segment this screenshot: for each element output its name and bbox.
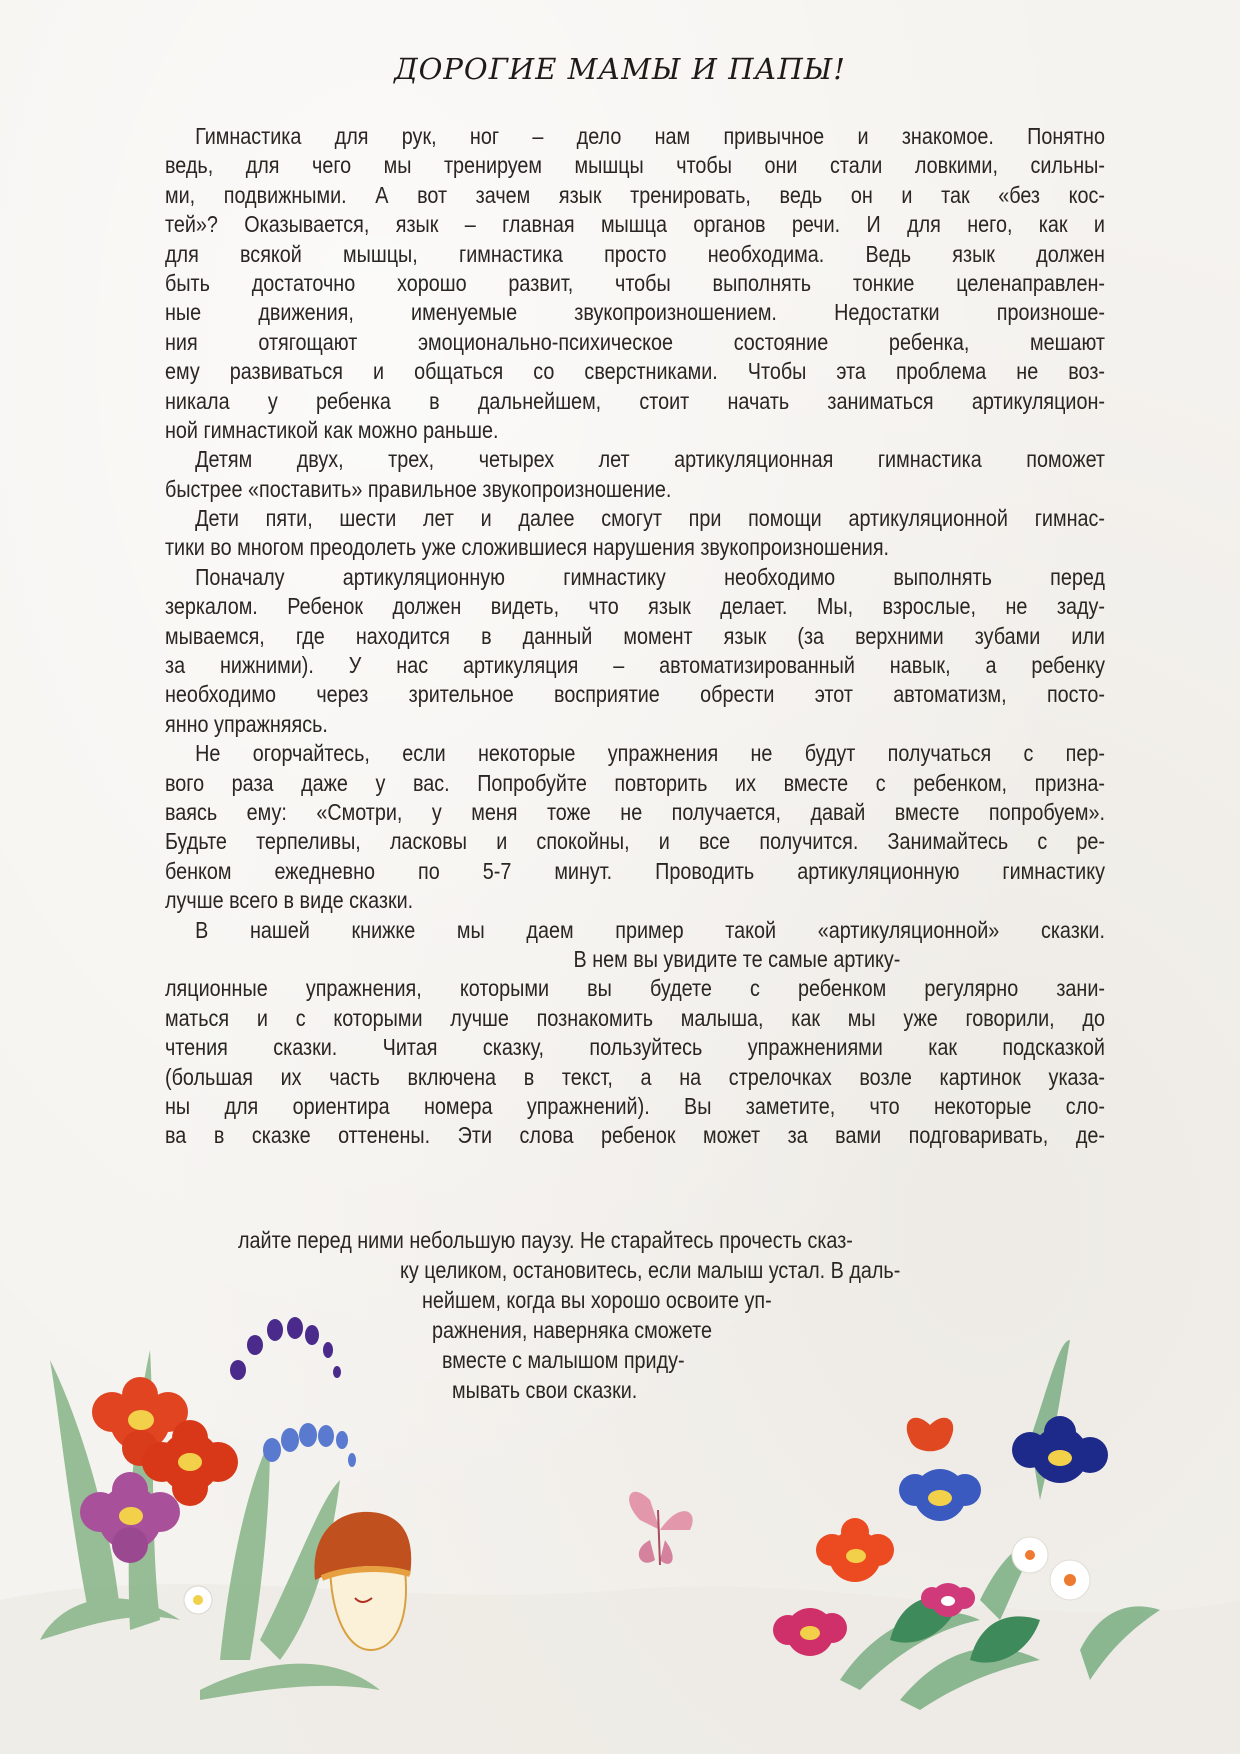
blue-flower-icon bbox=[899, 1469, 981, 1521]
dark-blue-flower-icon bbox=[1012, 1416, 1108, 1483]
text-line: бенком ежедневно по 5-7 минут. Проводить артикуляционную гимнастику bbox=[165, 857, 1105, 884]
text-line: Гимнастика для рук, ног – дело нам привычное и знакомое. Понятно bbox=[195, 123, 1105, 149]
text-line: ва в сказке оттенены. Эти слова ребенок может за вами подговаривать, де- bbox=[165, 1122, 1105, 1149]
meadow-illustration bbox=[0, 1290, 1240, 1754]
text-line: янно упражняясь. bbox=[165, 710, 328, 737]
body-text bbox=[165, 122, 1105, 1151]
bluebell-dark-icon bbox=[230, 1317, 341, 1380]
text-line: Поначалу артикуляционную гимнастику необходимо выполнять перед bbox=[195, 563, 1105, 590]
text-line: ляционные упражнения, которыми вы будете с ребенком регулярно зани- bbox=[165, 975, 1105, 1002]
text-line: тики во многом преодолеть уже сложившиеся нарушения звукопроизношения. bbox=[165, 534, 890, 561]
text-line: тей»? Оказывается, язык – главная мышца органов речи. И для него, как и bbox=[165, 211, 1105, 238]
text-line: за нижними). У нас артикуляция – автоматизированный навык, а ребенку bbox=[165, 652, 1105, 679]
text-line: вместе с малышом приду- bbox=[442, 1347, 685, 1373]
daisy-icon bbox=[1012, 1537, 1090, 1600]
text-line: Будьте терпеливы, ласковы и спокойны, и все получится. Занимайтесь с ре- bbox=[165, 828, 1105, 855]
text-line: быть достаточно хорошо развит, чтобы выполнять тонкие целенаправлен- bbox=[165, 269, 1105, 296]
butterfly-icon bbox=[629, 1492, 693, 1565]
text-line: лайте перед ними небольшую паузу. Не старайтесь прочесть сказ- bbox=[238, 1227, 853, 1253]
text-line: (большая их часть включена в текст, а на стрелочках возле картинок указа- bbox=[165, 1063, 1105, 1090]
bluebell-light-icon bbox=[263, 1423, 356, 1467]
text-line: зеркалом. Ребенок должен видеть, что язык делает. Мы, взрослые, не заду- bbox=[165, 593, 1105, 620]
text-line: лучше всего в виде сказки. bbox=[165, 887, 414, 914]
text-line: Детям двух, трех, четырех лет артикуляционная гимнастика поможет bbox=[195, 446, 1105, 473]
text-line: нейшем, когда вы хорошо освоите уп- bbox=[422, 1287, 772, 1313]
text-line: ражнения, наверняка сможете bbox=[432, 1317, 712, 1343]
text-line: маться и с которыми лучше познакомить малыша, как мы уже говорили, до bbox=[165, 1004, 1105, 1031]
text-line: ны для ориентира номера упражнений). Вы заметите, что некоторые сло- bbox=[165, 1092, 1105, 1119]
text-line: ему развиваться и общаться со сверстниками. Чтобы эта проблема не воз- bbox=[165, 358, 1105, 385]
page-title: ДОРОГИЕ МАМЫ И ПАПЫ! bbox=[394, 52, 846, 86]
text-line: никала у ребенка в дальнейшем, стоит начать заниматься артикуляцион- bbox=[165, 387, 1105, 414]
text-line: для всякой мышцы, гимнастика просто необходима. Ведь язык должен bbox=[165, 240, 1105, 267]
text-line: ния отягощают эмоционально-психическое состояние ребенка, мешают bbox=[165, 328, 1105, 355]
text-line: мываемся, где находится в данный момент язык (за верхними зубами или bbox=[165, 622, 1105, 649]
text-line: Дети пяти, шести лет и далее смогут при помощи артикуляционной гимнас- bbox=[195, 505, 1105, 532]
text-line: мывать свои сказки. bbox=[452, 1377, 638, 1403]
butterfly-icon bbox=[907, 1418, 953, 1451]
text-line: ваясь ему: «Смотри, у меня тоже не получается, давай вместе попробуем». bbox=[165, 798, 1105, 825]
text-line: ведь, для чего мы тренируем мышцы чтобы они стали ловкими, сильны- bbox=[165, 152, 1105, 179]
text-line: В нашей книжке мы даем пример такой «артикуляционной» сказки. bbox=[195, 916, 1105, 943]
text-line: ми, подвижными. А вот зачем язык тренировать, ведь он и так «без кос- bbox=[165, 181, 1105, 208]
text-line: быстрее «поставить» правильное звукопроизношение. bbox=[165, 475, 672, 502]
text-line: ку целиком, остановитесь, если малыш устал. В даль- bbox=[400, 1257, 901, 1283]
orange-flower-icon bbox=[816, 1518, 894, 1582]
text-line: необходимо через зрительное восприятие обрести этот автоматизм, посто- bbox=[165, 681, 1105, 708]
daisy-icon bbox=[184, 1586, 212, 1614]
text-line: Не огорчайтесь, если некоторые упражнения не будут получаться с пер- bbox=[195, 740, 1105, 767]
text-line: ные движения, именуемые звукопроизношением. Недостатки произноше- bbox=[165, 299, 1105, 326]
text-line: ной гимнастикой как можно раньше. bbox=[165, 416, 499, 443]
text-line: В нем вы увидите те самые артику- bbox=[573, 945, 901, 972]
text-line: вого раза даже у вас. Попробуйте повторить их вместе с ребенком, призна- bbox=[165, 769, 1105, 796]
text-line: чтения сказки. Читая сказку, пользуйтесь упражнениями как подсказкой bbox=[165, 1034, 1105, 1061]
